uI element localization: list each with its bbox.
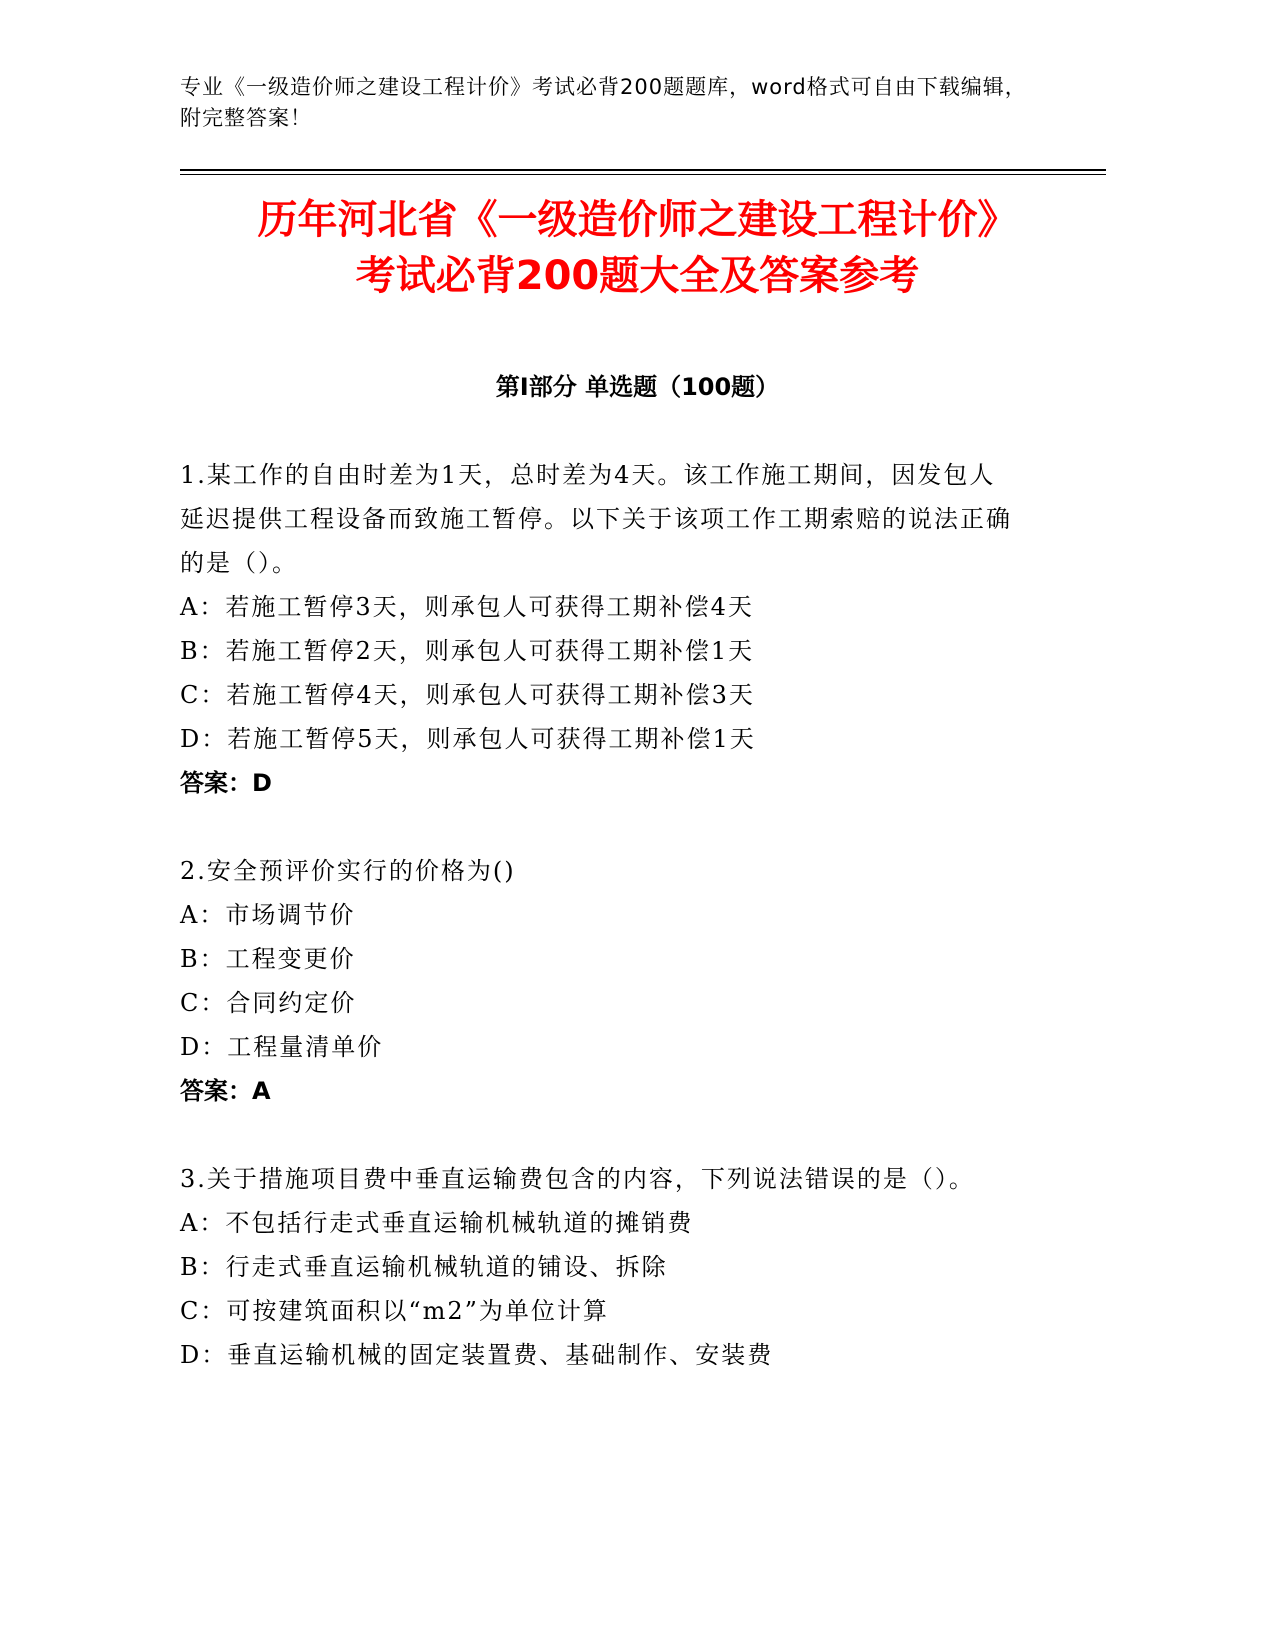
document-title-line-2: 考试必背200题大全及答案参考 xyxy=(355,253,920,299)
header-note: 专业《一级造价师之建设工程计价》考试必背200题题库，word格式可自由下载编辑，附完整答案！ xyxy=(180,75,1027,130)
question-2 xyxy=(180,849,1020,1113)
question-stem: 3.关于措施项目费中垂直运输费包含的内容，下列说法错误的是（）。 xyxy=(180,1165,975,1193)
document-title-line-1: 历年河北省《一级造价师之建设工程计价》 xyxy=(257,197,1018,243)
section-title: 第Ⅰ部分 单选题（100题） xyxy=(495,373,780,401)
header-rule-thick xyxy=(180,169,1106,171)
question-1 xyxy=(180,453,1020,805)
option-d: D：若施工暂停5天，则承包人可获得工期补偿1天 xyxy=(180,725,756,753)
option-a: A：不包括行走式垂直运输机械轨道的摊销费 xyxy=(180,1209,694,1237)
option-c: C：可按建筑面积以“m2”为单位计算 xyxy=(180,1297,609,1325)
answer: 答案：A xyxy=(180,1077,271,1105)
option-c: C：合同约定价 xyxy=(180,989,357,1017)
header-rule-thin xyxy=(180,174,1106,175)
option-b: B：若施工暂停2天，则承包人可获得工期补偿1天 xyxy=(180,637,755,665)
option-a: A：市场调节价 xyxy=(180,901,356,929)
option-d: D：垂直运输机械的固定装置费、基础制作、安装费 xyxy=(180,1341,774,1369)
answer: 答案：D xyxy=(180,769,272,797)
option-b: B：工程变更价 xyxy=(180,945,356,973)
question-list xyxy=(180,453,1020,1421)
question-stem: 2.安全预评价实行的价格为() xyxy=(180,857,516,885)
question-stem: 1.某工作的自由时差为1天，总时差为4天。该工作施工期间，因发包人延迟提供工程设备而致施工暂停。以下关于该项工作工期索赔的说法正确的是（）。 xyxy=(180,461,1012,577)
option-a: A：若施工暂停3天，则承包人可获得工期补偿4天 xyxy=(180,593,754,621)
option-c: C：若施工暂停4天，则承包人可获得工期补偿3天 xyxy=(180,681,755,709)
option-b: B：行走式垂直运输机械轨道的铺设、拆除 xyxy=(180,1253,668,1281)
question-3 xyxy=(180,1157,1020,1377)
option-d: D：工程量清单价 xyxy=(180,1033,384,1061)
document-title xyxy=(150,192,1125,304)
